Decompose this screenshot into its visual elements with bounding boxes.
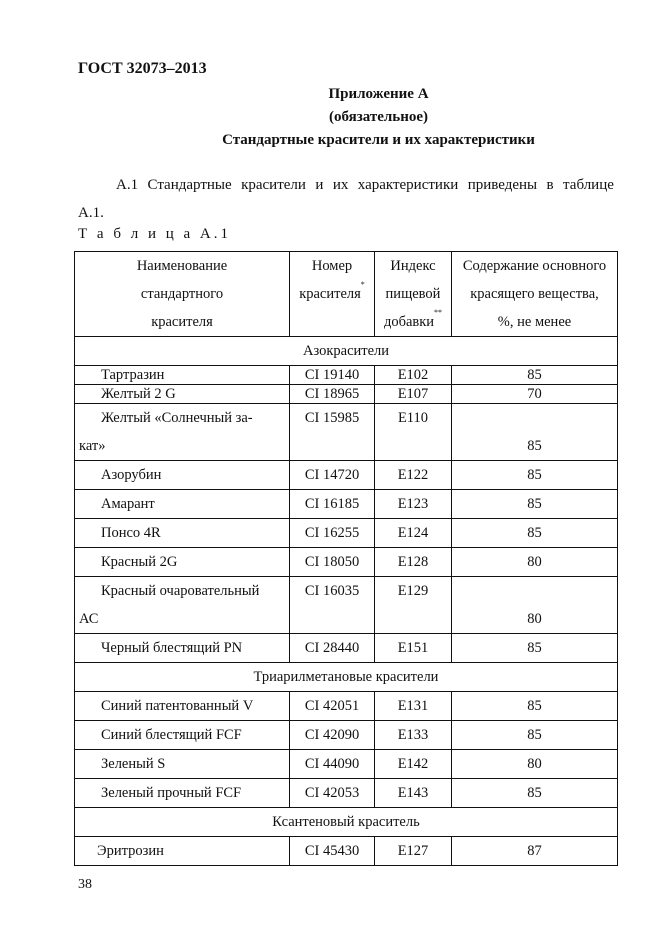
appendix-status: (обязательное) (328, 109, 429, 125)
dye-index: E124 (375, 519, 452, 548)
dye-index: E107 (375, 385, 452, 404)
table-header-row (75, 252, 618, 337)
table-row (75, 750, 618, 779)
dye-index: E123 (375, 490, 452, 519)
dye-name: Красный 2G (75, 548, 290, 577)
dye-index: E102 (375, 366, 452, 385)
table-row (75, 779, 618, 808)
table-group-row (75, 808, 618, 837)
dye-number: CI 42090 (290, 721, 375, 750)
dye-number: CI 28440 (290, 634, 375, 663)
header-number-line-1: Номер (311, 258, 353, 274)
table-row (75, 490, 618, 519)
table-row (75, 721, 618, 750)
header-index-line-1: Индекс (390, 258, 436, 274)
dye-name: Черный блестящий PN (75, 634, 290, 663)
standard-number: ГОСТ 32073–2013 (78, 60, 207, 77)
dye-content: 85 (452, 461, 618, 490)
dye-number: CI 14720 (290, 461, 375, 490)
group-title: Триарилметановые красители (75, 663, 618, 692)
table-row (75, 577, 618, 634)
dye-content: 80 (452, 548, 618, 577)
header-index (375, 252, 452, 337)
dye-number: CI 16035 (290, 577, 375, 634)
dye-name: Синий патентованный V (75, 692, 290, 721)
header-index-line-2: пищевой (385, 286, 441, 302)
intro-line-2: А.1. (78, 205, 104, 221)
header-name-line-1: Наименование (136, 258, 228, 274)
dye-index: E133 (375, 721, 452, 750)
header-number-line-2: красителя* (299, 280, 365, 302)
table-group-row (75, 337, 618, 366)
intro-line-1 (78, 171, 614, 199)
table-body (75, 337, 618, 866)
intro-word: таблице (563, 177, 614, 193)
dye-content: 85 (452, 779, 618, 808)
appendix-subtitle: Стандартные красители и их характеристики (222, 132, 535, 148)
dye-content: 85 (452, 404, 618, 461)
dye-content: 85 (452, 721, 618, 750)
dye-content: 70 (452, 385, 618, 404)
dye-name: Понсо 4R (75, 519, 290, 548)
dye-name: Амарант (75, 490, 290, 519)
intro-word: Стандартные (147, 177, 232, 193)
dye-number: CI 16185 (290, 490, 375, 519)
dye-name: Азорубин (75, 461, 290, 490)
dye-content: 85 (452, 366, 618, 385)
page-number: 38 (78, 877, 92, 892)
dye-name: Красный очаровательный АС (75, 577, 290, 634)
dye-name: Зеленый S (75, 750, 290, 779)
dye-content: 85 (452, 692, 618, 721)
table-caption: Т а б л и ц а А.1 (78, 226, 231, 242)
dye-content: 85 (452, 519, 618, 548)
dye-content: 80 (452, 577, 618, 634)
intro-word: А.1 (116, 177, 139, 193)
dye-index: E122 (375, 461, 452, 490)
table-row (75, 548, 618, 577)
header-name (75, 252, 290, 337)
group-title: Азокрасители (75, 337, 618, 366)
header-index-line-3: добавки** (383, 308, 443, 330)
table-group-row (75, 663, 618, 692)
header-name-line-3: красителя (151, 314, 213, 330)
dye-content: 80 (452, 750, 618, 779)
dye-number: CI 42051 (290, 692, 375, 721)
dye-number: CI 18965 (290, 385, 375, 404)
dye-index: E110 (375, 404, 452, 461)
dye-name: Эритрозин (75, 837, 290, 866)
dye-number: CI 19140 (290, 366, 375, 385)
table-row (75, 461, 618, 490)
dye-index: E128 (375, 548, 452, 577)
dye-number: CI 44090 (290, 750, 375, 779)
dye-index: E143 (375, 779, 452, 808)
intro-word: в (546, 177, 554, 193)
dye-name: Желтый 2 G (75, 385, 290, 404)
dye-index: E151 (375, 634, 452, 663)
dye-index: E142 (375, 750, 452, 779)
table-row (75, 385, 618, 404)
intro-word: их (332, 177, 349, 193)
table-row (75, 519, 618, 548)
appendix-title: Приложение А (328, 86, 429, 102)
group-title: Ксантеновый краситель (75, 808, 618, 837)
header-content-line-3: %, не менее (497, 314, 572, 330)
header-content-line-2: красящего вещества, (470, 286, 599, 302)
header-content (452, 252, 618, 337)
dye-content: 85 (452, 490, 618, 519)
header-name-line-2: стандартного (140, 286, 224, 302)
header-content-line-1: Содержание основного (462, 258, 607, 274)
table-row (75, 837, 618, 866)
dye-name: Тартразин (75, 366, 290, 385)
dye-index: E127 (375, 837, 452, 866)
dye-index: E129 (375, 577, 452, 634)
table-row (75, 692, 618, 721)
dye-name: Зеленый прочный FCF (75, 779, 290, 808)
header-number (290, 252, 375, 337)
intro-word: характеристики (357, 177, 459, 193)
dye-number: CI 45430 (290, 837, 375, 866)
table-row (75, 366, 618, 385)
dye-number: CI 42053 (290, 779, 375, 808)
intro-word: красители (241, 177, 306, 193)
intro-paragraph (78, 171, 614, 227)
intro-word: и (315, 177, 324, 193)
dye-number: CI 18050 (290, 548, 375, 577)
dye-number: CI 16255 (290, 519, 375, 548)
dye-name: Желтый «Солнечный за- кат» (75, 404, 290, 461)
dye-name: Синий блестящий FCF (75, 721, 290, 750)
dye-content: 85 (452, 634, 618, 663)
table-row (75, 634, 618, 663)
intro-word: приведены (467, 177, 538, 193)
dye-index: E131 (375, 692, 452, 721)
dye-content: 87 (452, 837, 618, 866)
dye-number: CI 15985 (290, 404, 375, 461)
table-row (75, 404, 618, 461)
dyes-table (74, 251, 618, 866)
